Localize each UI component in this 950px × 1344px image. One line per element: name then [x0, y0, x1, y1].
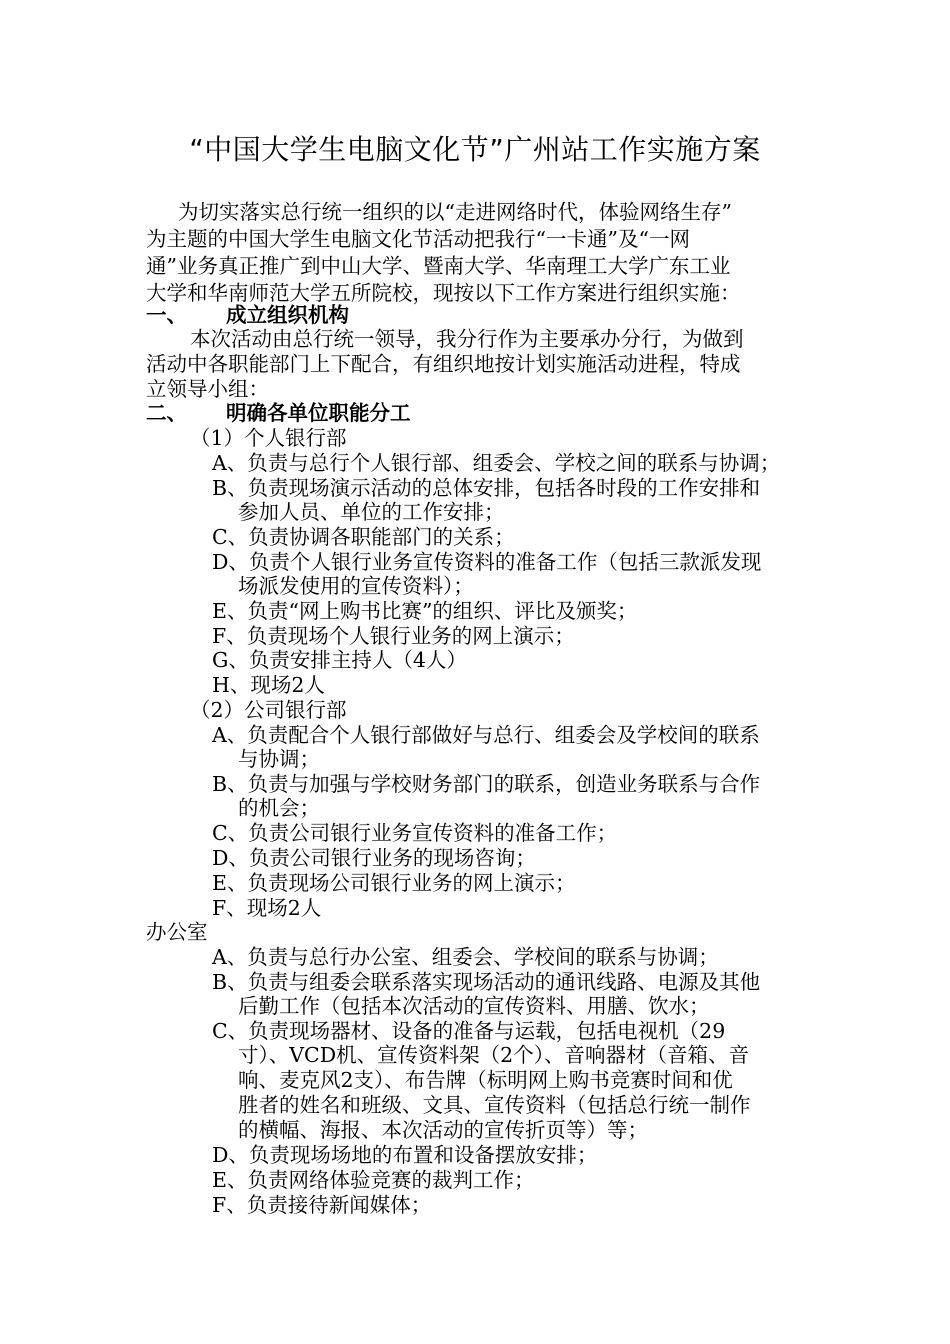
list-item-continuation: 与协调；	[238, 747, 320, 771]
list-item-continuation: 的机会；	[238, 796, 320, 820]
intro-line: 大学和华南师范大学五所院校，现按以下工作方案进行组织实施：	[146, 281, 741, 305]
list-item: D、负责个人银行业务宣传资料的准备工作（包括三款派发现	[212, 550, 762, 574]
section-title: 成立组织机构	[226, 303, 349, 327]
list-item-continuation: 参加人员、单位的工作安排；	[238, 500, 505, 524]
list-item-continuation: 胜者的姓名和班级、文具、宣传资料（包括总行统一制作	[238, 1093, 751, 1117]
list-item: C、负责公司银行业务宣传资料的准备工作；	[212, 821, 618, 845]
list-item: E、负责“网上购书比赛”的组织、评比及颁奖；	[212, 599, 638, 623]
intro-line: 通”业务真正推广到中山大学、暨南大学、华南理工大学广东工业	[146, 254, 731, 278]
list-item: A、负责配合个人银行部做好与总行、组委会及学校间的联系	[212, 723, 760, 747]
paragraph-line: 活动中各职能部门上下配合，有组织地按计划实施活动进程，特成	[146, 352, 741, 376]
section-number: 一、	[146, 303, 187, 327]
list-item: A、负责与总行个人银行部、组委会、学校之间的联系与协调；	[212, 451, 781, 475]
list-item: B、负责与组委会联系落实现场活动的通讯线路、电源及其他	[212, 970, 761, 994]
intro-line: 为切实落实总行统一组织的以“走进网络时代，体验网络生存”	[178, 200, 732, 224]
paragraph-line: 立领导小组：	[146, 377, 269, 401]
list-item: H、现场2人	[212, 673, 325, 697]
department-label: （1）个人银行部	[190, 426, 347, 450]
list-item: A、负责与总行办公室、组委会、学校间的联系与协调；	[212, 945, 719, 969]
list-item: C、负责现场器材、设备的准备与运载，包括电视机（29	[212, 1019, 726, 1043]
department-label: （2）公司银行部	[190, 698, 347, 722]
list-item-continuation: 后勤工作（包括本次活动的宣传资料、用膳、饮水；	[238, 994, 710, 1018]
list-item: F、现场2人	[212, 896, 322, 920]
list-item: E、负责现场公司银行业务的网上演示；	[212, 871, 576, 895]
intro-line: 为主题的中国大学生电脑文化节活动把我行“一卡通”及“一网	[146, 227, 690, 251]
list-item: G、负责安排主持人（4人）	[212, 648, 467, 672]
document-title: “中国大学生电脑文化节”广州站工作实施方案	[189, 133, 761, 166]
list-item: C、负责协调各职能部门的关系；	[212, 525, 515, 549]
paragraph-line: 本次活动由总行统一领导，我分行作为主要承办分行，为做到	[190, 327, 744, 351]
list-item-continuation: 场派发使用的宣传资料）；	[238, 574, 474, 598]
list-item: E、负责网络体验竞赛的裁判工作；	[212, 1168, 535, 1192]
section-number: 二、	[146, 401, 187, 425]
list-item: D、负责公司银行业务的现场咨询；	[212, 846, 536, 870]
list-item-continuation: 寸）、VCD机、宣传资料架（2个）、音响器材（音箱、音	[238, 1043, 749, 1067]
list-item: F、负责现场个人银行业务的网上演示；	[212, 624, 575, 648]
section-heading	[146, 303, 349, 328]
list-item: B、负责现场演示活动的总体安排，包括各时段的工作安排和	[212, 476, 761, 500]
list-item: D、负责现场场地的布置和设备摆放安排；	[212, 1143, 598, 1167]
section-heading	[146, 401, 411, 426]
list-item: F、负责接待新闻媒体；	[212, 1193, 432, 1217]
list-item: B、负责与加强与学校财务部门的联系，创造业务联系与合作	[212, 772, 761, 796]
list-item-continuation: 的横幅、海报、本次活动的宣传折页等）等；	[238, 1118, 648, 1142]
list-item-continuation: 响、麦克风2支）、布告牌（标明网上购书竞赛时间和优	[238, 1068, 733, 1092]
department-label: 办公室	[146, 920, 208, 944]
section-title: 明确各单位职能分工	[226, 401, 411, 425]
